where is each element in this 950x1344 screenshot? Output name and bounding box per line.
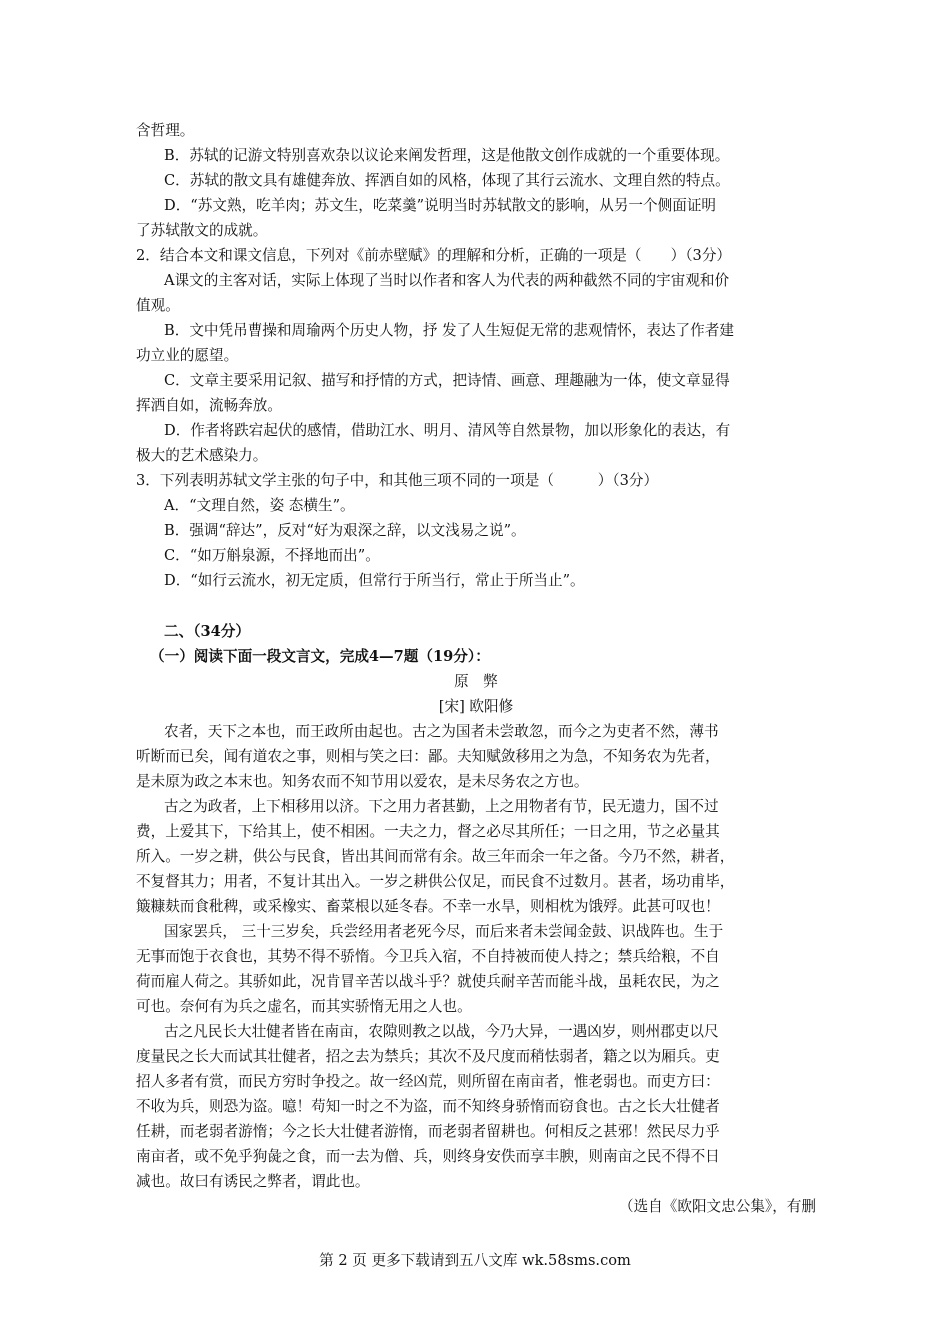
passage-title: 原 弊 — [454, 673, 498, 690]
passage-line: 是未原为政之本末也。知务农而不知节用以爱农，是未尽务农之方也。 — [136, 773, 589, 790]
option-b: B．文中凭吊曹操和周瑜两个历史人物，抒 发了人生短促无常的悲观情怀，表达了作者建 — [164, 322, 734, 339]
spacer — [136, 593, 816, 619]
option-c: C．“如万斛泉源，不择地而出”。 — [164, 547, 380, 564]
option-b: B．苏轼的记游文特别喜欢杂以议论来阐发哲理，这是他散文创作成就的一个重要体现。 — [164, 147, 730, 164]
passage-line: 所入。一岁之耕，供公与民食，皆出其间而常有余。故三年而余一年之备。今乃不然，耕者， — [136, 848, 735, 865]
passage-author: [宋] 欧阳修 — [438, 698, 514, 715]
option-c: C．文章主要采用记叙、描写和抒情的方式，把诗情、画意、理趣融为一体，使文章显得 — [164, 372, 730, 389]
page-footer: 第 2 页 更多下载请到五八文库 wk.58sms.com — [319, 1252, 631, 1269]
option-d: D．作者将跌宕起伏的感情，借助江水、明月、清风等自然景物，加以形象化的表达，有 — [164, 422, 731, 439]
option-d: D．“苏文熟，吃羊肉；苏文生，吃菜羹”说明当时苏轼散文的影响，从另一个侧面证明 — [164, 197, 717, 214]
passage-line: 任耕，而老弱者游惰；今之长大壮健者游惰，而老弱者留耕也。何相反之甚邪！然民尽力乎 — [136, 1123, 720, 1140]
passage-source: （选自《欧阳文忠公集》，有删 — [618, 1198, 816, 1215]
passage-line: 不复督其力；用者，不复计其出入。一岁之耕供公仅足，而民食不过数月。甚者，场功甫毕， — [136, 873, 735, 890]
passage-line: 招人多者有赏，而民方穷时争投之。故一经凶荒，则所留在南亩者，惟老弱也。而吏方曰： — [136, 1073, 720, 1090]
passage-line: 不收为兵，则恐为盗。噫！苟知一时之不为盗，而不知终身骄惰而窃食也。古之长大壮健者 — [136, 1098, 720, 1115]
document-body — [136, 118, 816, 1219]
passage-line: 度量民之长大而试其壮健者，招之去为禁兵；其次不及尺度而稍怯弱者，籍之以为厢兵。吏 — [136, 1048, 720, 1065]
option-d: D．“如行云流水，初无定质，但常行于所当行，常止于所当止”。 — [164, 572, 585, 589]
section-subheading: （一）阅读下面一段文言文，完成4—7题（19分）： — [150, 648, 490, 665]
option-a: A．“文理自然，姿 态横生”。 — [164, 497, 355, 514]
passage-line: 南亩者，或不免乎狗彘之食，而一去为僧、兵，则终身安佚而享丰腴，则南亩之民不得不日 — [136, 1148, 720, 1165]
option-b: B．强调“辞达”，反对“好为艰深之辞，以文浅易之说”。 — [164, 522, 526, 539]
passage-line: 农者，天下之本也，而王政所由起也。古之为国者未尝敢忽，而今之为吏者不然，薄书 — [164, 723, 719, 740]
passage-line: 荷而雇人荷之。其骄如此，况肯冒辛苦以战斗乎？就使兵耐辛苦而能斗战，虽耗农民，为之 — [136, 973, 720, 990]
section-heading: 二、（34分） — [164, 623, 250, 640]
question-2-stem: 2．结合本文和课文信息，下列对《前赤壁赋》的理解和分析，正确的一项是（ ）（3分） — [136, 247, 732, 264]
question-3-stem: 3．下列表明苏轼文学主张的句子中，和其他三项不同的一项是（ ）（3分） — [136, 472, 659, 489]
text-line: 挥洒自如，流畅奔放。 — [136, 397, 282, 414]
passage-line: 古之凡民长大壮健者皆在南亩，农隙则教之以战，今乃大异，一遇凶岁，则州郡吏以尺 — [164, 1023, 719, 1040]
text-line: 功立业的愿望。 — [136, 347, 239, 364]
passage-line: 国家罢兵， 三十三岁矣，兵尝经用者老死今尽，而后来者未尝闻金鼓、识战阵也。生于 — [164, 923, 724, 940]
option-c: C．苏轼的散文具有雄健奔放、挥洒自如的风格，体现了其行云流水、文理自然的特点。 — [164, 172, 730, 189]
text-line: 含哲理。 — [136, 122, 195, 139]
passage-line: 可也。奈何有为兵之虚名，而其实骄惰无用之人也。 — [136, 998, 472, 1015]
text-line: 值观。 — [136, 297, 180, 314]
passage-line: 减也。故曰有诱民之弊者，谓此也。 — [136, 1173, 370, 1190]
option-a: A课文的主客对话，实际上体现了当时以作者和客人为代表的两种截然不同的宇宙观和价 — [164, 272, 730, 289]
text-line: 极大的艺术感染力。 — [136, 447, 268, 464]
passage-line: 簸糠麸而食秕稗，或采橡实、畜菜根以延冬春。不幸一水旱，则相枕为饿殍。此甚可叹也！ — [136, 898, 720, 915]
passage-line: 古之为政者，上下相移用以济。下之用力者甚勤，上之用物者有节，民无遗力，国不过 — [164, 798, 719, 815]
passage-line: 听断而已矣，闻有道农之事，则相与笑之曰：鄙。夫知赋敛移用之为急，不知务农为先者， — [136, 748, 720, 765]
passage-line: 费，上爱其下，下给其上，使不相困。一夫之力，督之必尽其所任；一日之用，节之必量其 — [136, 823, 720, 840]
text-line: 了苏轼散文的成就。 — [136, 222, 268, 239]
passage-line: 无事而饱于衣食也，其势不得不骄惰。今卫兵入宿，不自持被而使人持之；禁兵给粮，不自 — [136, 948, 720, 965]
